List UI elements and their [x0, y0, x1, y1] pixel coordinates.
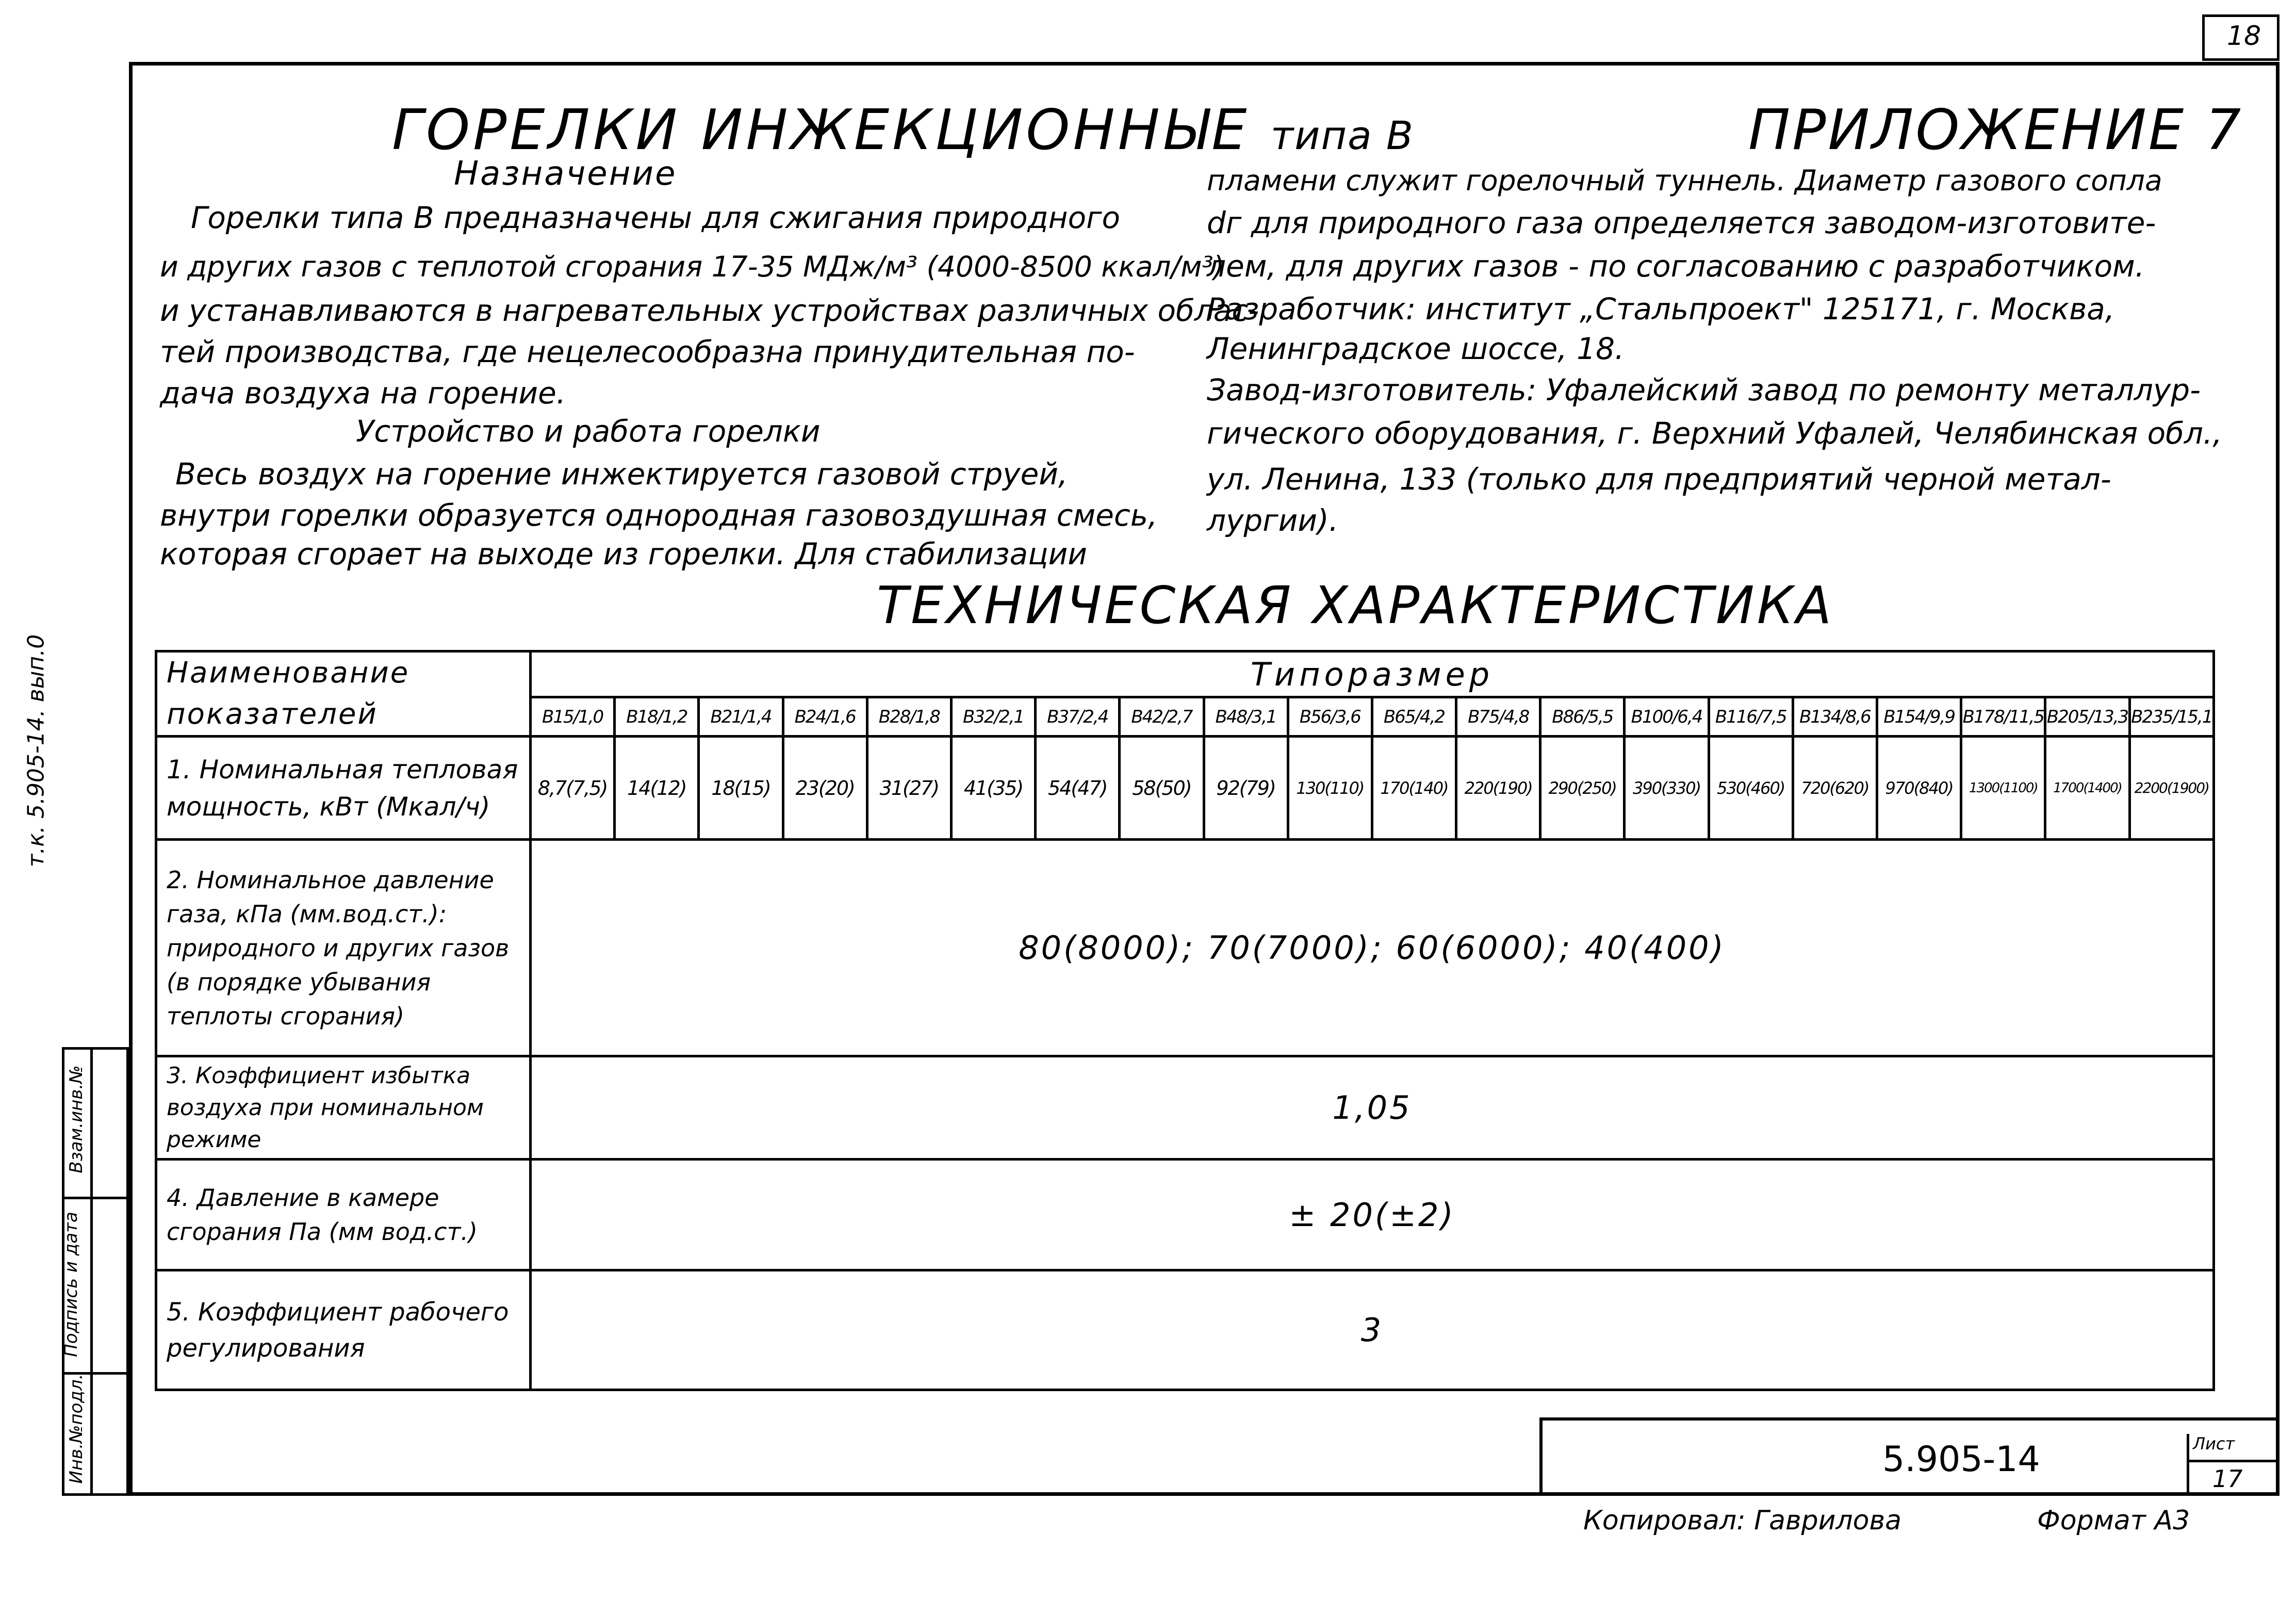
side-stamp-inv: Инв.№подл. — [66, 1374, 87, 1484]
power-value: 92(79) — [1204, 737, 1288, 840]
paper-format: Формат А3 — [2037, 1505, 2190, 1536]
left-line-3: и устанавливаются в нагревательных устройствах различных облас- — [160, 293, 1259, 328]
size-cell: В86/5,5 — [1540, 697, 1625, 737]
table-header-group: Типоразмер — [531, 651, 2214, 697]
document-code: 5.905-14 — [1882, 1439, 2040, 1480]
right-line-2: dг для природного газа определяется заводом-изготовите- — [1207, 205, 2156, 240]
table-header-left: Наименование показателей — [156, 651, 531, 737]
pressure-row — [156, 840, 2214, 1056]
power-value: 170(140) — [1372, 737, 1456, 840]
power-value: 220(190) — [1456, 737, 1540, 840]
left-line-1: Горелки типа В предназначены для сжигания природного — [191, 200, 1121, 235]
air-excess-row — [156, 1056, 2214, 1160]
power-row — [156, 737, 2214, 840]
power-value: 2200(1900) — [2129, 737, 2213, 840]
chamber-pressure-row — [156, 1160, 2214, 1270]
side-stamp-sign: Подпись и дата — [61, 1212, 81, 1357]
power-value: 23(20) — [783, 737, 867, 840]
power-value: 970(840) — [1877, 737, 1961, 840]
size-cell: В18/1,2 — [615, 697, 699, 737]
power-value: 1700(1400) — [2045, 737, 2129, 840]
right-line-3: лем, для других газов - по согласованию с разработчиком. — [1207, 249, 2145, 284]
size-cell: В116/7,5 — [1709, 697, 1793, 737]
power-value: 290(250) — [1540, 737, 1625, 840]
size-cell: В75/4,8 — [1456, 697, 1540, 737]
size-cell: В154/9,9 — [1877, 697, 1961, 737]
size-cell: В42/2,7 — [1120, 697, 1204, 737]
title-block-sheet-divider — [2187, 1434, 2189, 1496]
power-value: 1300(1100) — [1961, 737, 2045, 840]
right-line-8: ул. Ленина, 133 (только для предприятий черной метал- — [1207, 462, 2111, 497]
size-cell: В205/13,3 — [2045, 697, 2129, 737]
side-document-code: т.к. 5.905-14. вып.0 — [23, 634, 50, 868]
sheet-label: Лист — [2193, 1434, 2235, 1454]
side-stamp-replace: Взам.инв.№ — [66, 1065, 87, 1173]
page-title — [392, 98, 1414, 162]
size-cell: В48/3,1 — [1204, 697, 1288, 737]
size-cell: В24/1,6 — [783, 697, 867, 737]
side-stamp-divider-1 — [90, 1047, 93, 1496]
size-cell: В134/8,6 — [1793, 697, 1877, 737]
left-line-4: тей производства, где нецелесообразна принудительная по- — [160, 334, 1135, 369]
right-line-5: Ленинградское шоссе, 18. — [1207, 331, 1625, 366]
size-cell: В65/4,2 — [1372, 697, 1456, 737]
top-sheet-number: 18 — [2227, 21, 2261, 52]
copied-by: Копировал: Гаврилова — [1583, 1505, 1901, 1536]
left-line-6: Устройство и работа горелки — [356, 414, 821, 449]
left-line-9: которая сгорает на выходе из горелки. Для стабилизации — [160, 536, 1087, 572]
regulation-value: 3 — [531, 1270, 2214, 1390]
title-block-top-line — [1539, 1417, 2279, 1421]
appendix-label: ПРИЛОЖЕНИЕ 7 — [1748, 98, 2243, 162]
right-line-4: Разработчик: институт „Стальпроект" 125171, г. Москва, — [1207, 291, 2115, 327]
power-value: 530(460) — [1709, 737, 1793, 840]
regulation-row-label: 5. Коэффициент рабочего регулирования — [156, 1270, 531, 1390]
chamber-pressure-value: ± 20(±2) — [531, 1160, 2214, 1270]
left-line-8: внутри горелки образуется однородная газовоздушная смесь, — [160, 498, 1158, 533]
power-value: 8,7(7,5) — [531, 737, 615, 840]
power-value: 720(620) — [1793, 737, 1877, 840]
air-excess-row-label: 3. Коэффициент избытка воздуха при номинальном режиме — [156, 1056, 531, 1160]
power-value: 18(15) — [699, 737, 783, 840]
size-cell: В100/6,4 — [1625, 697, 1709, 737]
size-cell: В178/11,5 — [1961, 697, 2045, 737]
regulation-row — [156, 1270, 2214, 1390]
pressure-values: 80(8000); 70(7000); 60(6000); 40(400) — [531, 840, 2214, 1056]
size-cell: В56/3,6 — [1288, 697, 1372, 737]
sheet-number: 17 — [2212, 1465, 2243, 1493]
left-line-2: и других газов с теплотой сгорания 17-35 МДж/м³ (4000-8500 ккал/м³) — [160, 250, 1225, 283]
title-block-left-line — [1539, 1417, 1543, 1496]
power-value: 130(110) — [1288, 737, 1372, 840]
power-value: 41(35) — [951, 737, 1035, 840]
title-block-sheet-hline — [2187, 1460, 2279, 1462]
right-line-9: лургии). — [1207, 503, 1339, 538]
chamber-pressure-row-label: 4. Давление в камере сгорания Па (мм вод.ст.) — [156, 1160, 531, 1270]
power-value: 14(12) — [615, 737, 699, 840]
right-line-1: пламени служит горелочный туннель. Диаметр газового сопла — [1207, 164, 2162, 197]
title-main: ГОРЕЛКИ ИНЖЕКЦИОННЫЕ — [392, 98, 1250, 162]
right-line-6: Завод-изготовитель: Уфалейский завод по ремонту металлур- — [1207, 372, 2201, 407]
power-value: 54(47) — [1036, 737, 1120, 840]
title-type: типа В — [1270, 112, 1415, 158]
air-excess-value: 1,05 — [531, 1056, 2214, 1160]
size-cell: В21/1,4 — [699, 697, 783, 737]
size-cell: В235/15,1 — [2129, 697, 2213, 737]
pressure-row-label: 2. Номинальное давление газа, кПа (мм.вод.ст.): природного и других газов (в порядке убывания теплоты сгорания) — [156, 840, 531, 1056]
purpose-heading: Назначение — [454, 155, 677, 193]
technical-characteristics-table — [155, 650, 2215, 1391]
left-line-5: дача воздуха на горение. — [160, 376, 566, 411]
power-value: 390(330) — [1625, 737, 1709, 840]
power-row-label: 1. Номинальная тепловая мощность, кВт (Мкал/ч) — [156, 737, 531, 840]
size-cell: В28/1,8 — [867, 697, 951, 737]
size-cell: В37/2,4 — [1036, 697, 1120, 737]
left-line-7: Весь воздух на горение инжектируется газовой струей, — [175, 456, 1068, 492]
power-value: 58(50) — [1120, 737, 1204, 840]
table-title: ТЕХНИЧЕСКАЯ ХАРАКТЕРИСТИКА — [877, 575, 1834, 635]
right-line-7: гического оборудования, г. Верхний Уфалей, Челябинская обл., — [1207, 416, 2222, 451]
power-value: 31(27) — [867, 737, 951, 840]
size-cell: В32/2,1 — [951, 697, 1035, 737]
size-cell: В15/1,0 — [531, 697, 615, 737]
